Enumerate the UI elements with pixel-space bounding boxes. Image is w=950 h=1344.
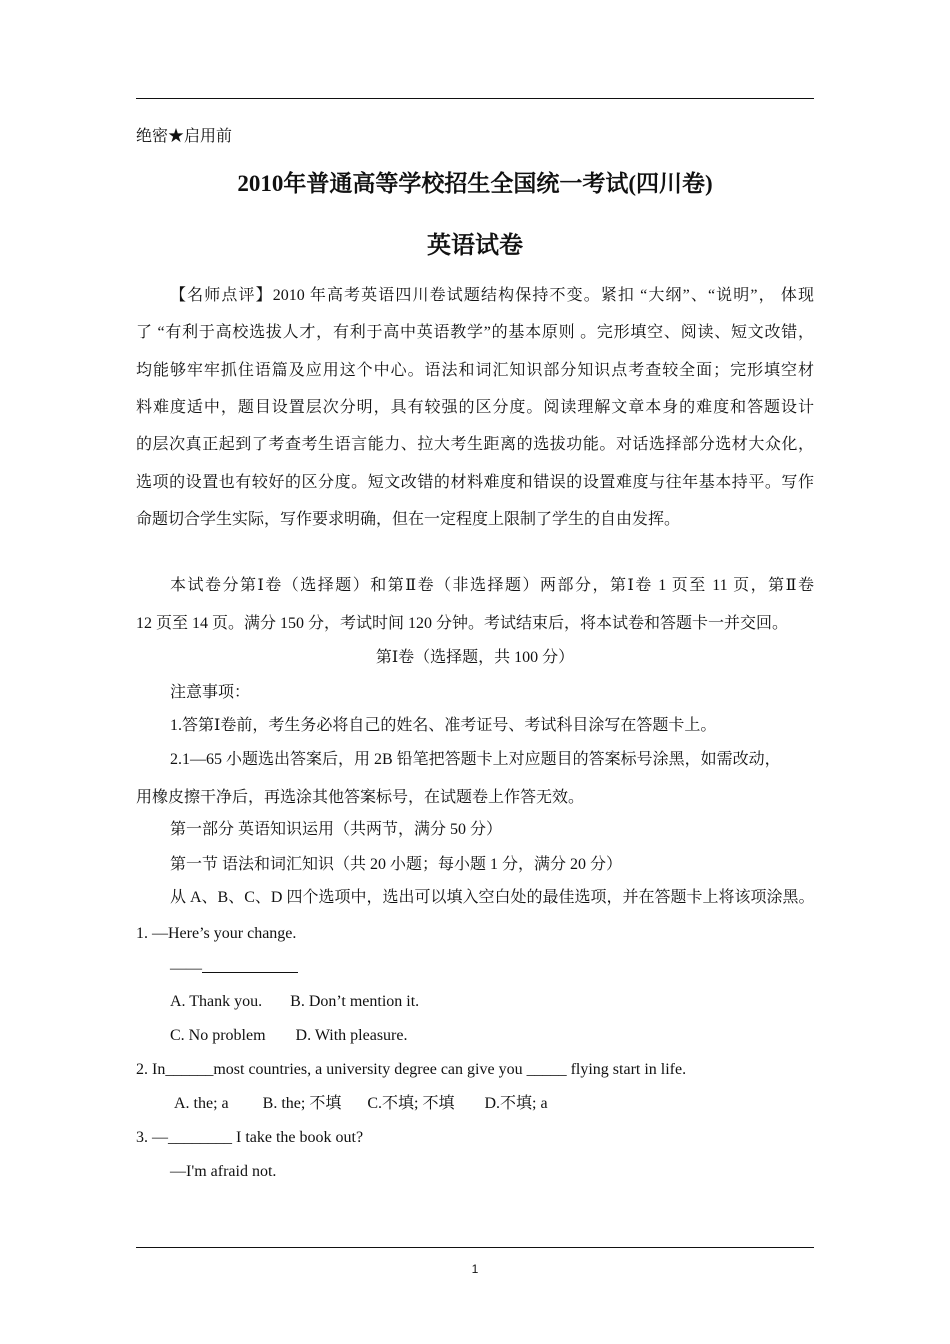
commentary-line-7: 命题切合学生实际，写作要求明确，但在一定程度上限制了学生的自由发挥。	[136, 511, 681, 528]
commentary-line-4: 料难度适中，题目设置层次分明，具有较强的区分度。阅读理解文章本身的难度和答题设计	[136, 399, 814, 416]
q2-option-d: D.不填; a	[484, 1095, 548, 1112]
intro-line-2: 12 页至 14 页。满分 150 分，考试时间 120 分钟。考试结束后，将本试卷和答题卡一并交回。	[136, 615, 789, 632]
q1-response	[170, 958, 298, 979]
q3-response: —I'm afraid not.	[170, 1163, 277, 1180]
bottom-rule	[136, 1247, 814, 1248]
section1-heading: 第一节 语法和词汇知识（共 20 小题；每小题 1 分，满分 20 分）	[170, 856, 623, 873]
q1-option-d: D. With pleasure.	[295, 1027, 408, 1044]
q3-stem: 3. —________ I take the book out?	[136, 1129, 364, 1146]
note-2-line-1: 2.1—65 小题选出答案后，用 2B 铅笔把答题卡上对应题目的答案标号涂黑，如需改动，	[170, 751, 781, 768]
confidential-label: 绝密★启用前	[136, 128, 233, 145]
notes-heading: 注意事项：	[170, 684, 251, 701]
q2-option-b: B. the; 不填	[262, 1095, 342, 1112]
q2-option-a: A. the; a	[174, 1095, 229, 1112]
q2-options	[174, 1094, 548, 1114]
page-number: 1	[471, 1262, 479, 1276]
note-1: 1.答第Ⅰ卷前，考生务必将自己的姓名、准考证号、考试科目涂写在答题卡上。	[170, 717, 717, 734]
q1-stem: 1. —Here’s your change.	[136, 925, 297, 942]
intro-line-1: 本试卷分第Ⅰ卷（选择题）和第Ⅱ卷（非选择题）两部分，第Ⅰ卷 1 页至 11 页，第Ⅱ卷	[170, 577, 814, 594]
commentary-line-2: 了 “有利于高校选拔人才，有利于高中英语教学”的基本原则 。完形填空、阅读、短文改错，	[136, 324, 814, 341]
q1-options-row-2	[170, 1026, 407, 1046]
q2-option-c: C.不填; 不填	[367, 1095, 455, 1112]
q1-options-row-1	[170, 992, 419, 1012]
exam-title: 2010年普通高等学校招生全国统一考试(四川卷)	[237, 171, 713, 196]
q1-option-a: A. Thank you.	[170, 993, 263, 1010]
instruction: 从 A、B、C、D 四个选项中，选出可以填入空白处的最佳选项，并在答题卡上将该项涂黑。	[170, 889, 815, 906]
q1-response-dash: ——	[170, 960, 202, 977]
q1-option-b: B. Don’t mention it.	[290, 993, 420, 1010]
top-rule	[136, 98, 814, 99]
volume-heading: 第Ⅰ卷（选择题，共 100 分）	[375, 649, 575, 666]
exam-subtitle: 英语试卷	[427, 233, 523, 259]
q1-answer-blank	[202, 958, 298, 973]
note-2-line-2: 用橡皮擦干净后，再选涂其他答案标号，在试题卷上作答无效。	[136, 789, 585, 806]
commentary-line-3: 均能够牢牢抓住语篇及应用这个中心。语法和词汇知识部分知识点考查较全面；完形填空材	[136, 362, 814, 379]
q1-option-c: C. No problem	[170, 1027, 266, 1044]
part1-heading: 第一部分 英语知识运用（共两节，满分 50 分）	[170, 821, 503, 838]
q2-stem: 2. In______most countries, a university degree can give you _____ flying start in life.	[136, 1061, 687, 1078]
commentary-line-6: 选项的设置也有较好的区分度。短文改错的材料难度和错误的设置难度与往年基本持平。写作	[136, 474, 814, 491]
commentary-line-5: 的层次真正起到了考查考生语言能力、拉大考生距离的选拔功能。对话选择部分选材大众化，	[136, 436, 814, 453]
commentary-line-1: 【名师点评】2010 年高考英语四川卷试题结构保持不变。紧扣 “大纲”、“说明”， 体现	[170, 287, 814, 304]
